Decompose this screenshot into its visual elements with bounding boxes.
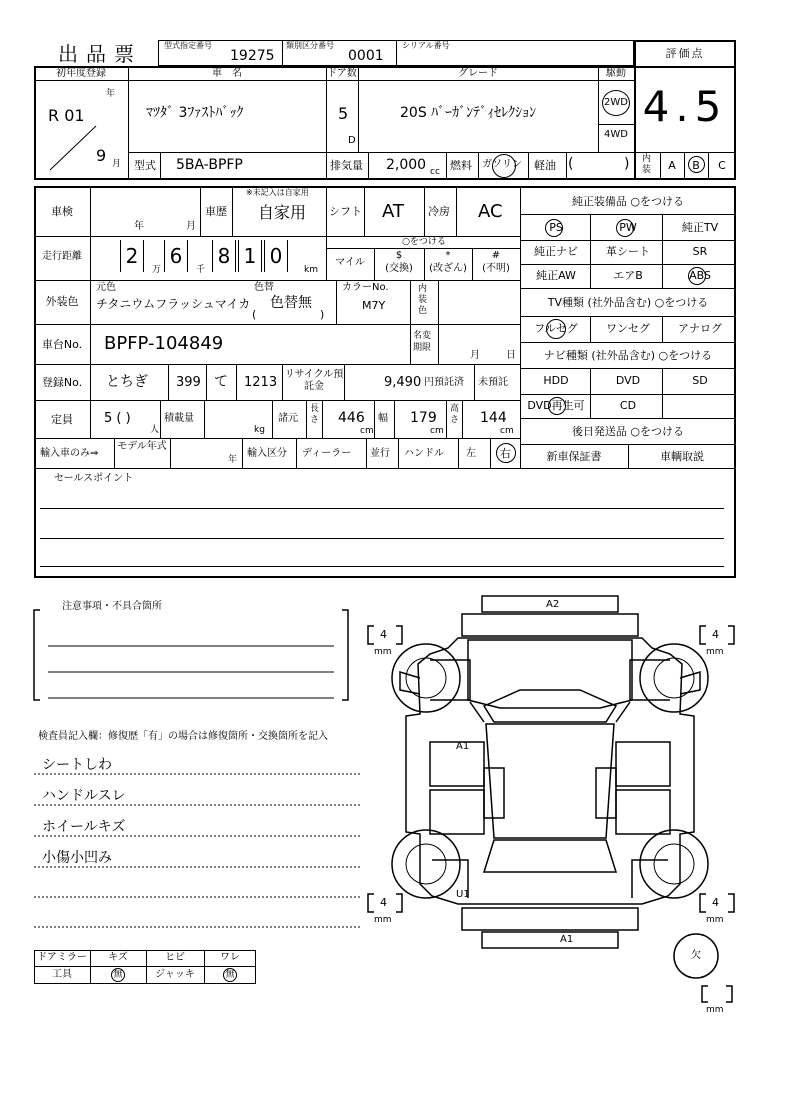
capacity-unit: 人 <box>150 425 160 435</box>
capacity-label: 定員 <box>51 413 73 426</box>
mileage-sen-unit: 千 <box>196 265 206 275</box>
repaint-label: 色替 <box>254 282 274 293</box>
first-reg-label: 初年度登録 <box>56 68 106 79</box>
nameplate-label: 名変期限 <box>413 331 432 353</box>
damage-mark-front: A2 <box>546 599 560 610</box>
fuel-label: 燃料 <box>450 159 472 172</box>
interior-color-label: 内装色 <box>418 284 428 316</box>
nameplate-month-unit: 月 <box>470 350 480 361</box>
length-value: 446 <box>338 410 365 426</box>
color-no-value: M7Y <box>362 299 386 312</box>
exchange-sym: $ <box>395 250 403 261</box>
mileage-digit: 8 <box>217 244 231 268</box>
score-label: 評価点 <box>665 47 705 60</box>
reg-class: 399 <box>176 375 201 390</box>
model-year-label: モデル年式 <box>117 441 167 452</box>
note-entry-2: ハンドルスレ <box>42 788 126 804</box>
parts-header-break: ワレ <box>220 952 240 963</box>
parts-header-crack: ヒビ <box>165 952 185 963</box>
model-year-unit: 年 <box>228 455 238 465</box>
import-label: 輸入車のみ⇒ <box>40 448 99 459</box>
note-entry-4: 小傷小凹み <box>42 850 112 866</box>
damage-mark-left: A1 <box>456 741 470 752</box>
drive-label: 駆動 <box>606 68 626 79</box>
type-designation-label: 型式指定番号 <box>164 41 212 50</box>
type-designation-value: 19275 <box>230 48 275 64</box>
color-no-label: カラーNo. <box>342 282 389 293</box>
interior-c: C <box>718 159 726 172</box>
inspection-month-unit: 月 <box>186 221 196 232</box>
handle-right: 右 <box>500 447 511 460</box>
spare-missing-label: 欠 <box>691 950 701 961</box>
inspection-label: 車検 <box>51 205 73 218</box>
tread-fl: 4 <box>380 628 387 641</box>
history-note: ※未記入は自家用 <box>246 188 309 197</box>
equipment-item: 革シート <box>606 245 650 258</box>
equipment-title: 純正装備品 ○をつける <box>571 195 685 208</box>
form-title: 出品票 <box>58 42 142 66</box>
note-entry-3: ホイールキズ <box>42 819 126 835</box>
category-value: 0001 <box>348 48 384 64</box>
sales-point-label: セールスポイント <box>54 473 134 484</box>
first-reg-month-unit: 月 <box>112 159 122 169</box>
chassis-label: 車台No. <box>41 338 83 351</box>
equipment-item: エアB <box>613 269 643 282</box>
equipment-item: ABS <box>689 269 711 282</box>
tread-fl-unit: mm <box>374 647 392 657</box>
model-value: 5BA-BPFP <box>176 157 243 173</box>
history-label: 車歴 <box>205 205 227 218</box>
import-cat-label: 輸入区分 <box>247 448 287 459</box>
grade-label: グレード <box>458 68 498 79</box>
serial-label: シリアル番号 <box>402 41 450 50</box>
doors-value: 5 <box>338 104 349 123</box>
score-value: 4.5 <box>642 82 728 131</box>
later-item-warranty: 新車保証書 <box>546 450 602 463</box>
tread-fr-unit: mm <box>706 647 724 657</box>
unknown-sym: # <box>491 250 501 261</box>
shift-value: AT <box>382 201 404 222</box>
car-name-value: ﾏﾂﾀﾞ 3ﾌｧｽﾄﾊﾞｯｸ <box>146 105 244 121</box>
equipment-item: HDD <box>543 374 569 387</box>
equipment-item: PW <box>619 221 637 234</box>
length-unit: cm <box>360 426 374 436</box>
length-label: 長さ <box>310 404 320 425</box>
mileage-digit: 2 <box>125 244 139 268</box>
reg-no-label: 登録No. <box>41 376 83 389</box>
equipment-item: 純正TV <box>681 221 719 234</box>
equipment-item: 純正AW <box>536 269 576 282</box>
equipment-item: CD <box>619 399 637 412</box>
recycle-unit: 円預託済 <box>424 377 464 388</box>
jack-label: ジャッキ <box>155 969 195 980</box>
drive-4wd: 4WD <box>604 129 628 140</box>
dealer-label: ディーラー <box>302 448 352 459</box>
orig-color-value: チタニウムフラッシュマイカ <box>96 297 251 311</box>
jack-value: 無 <box>225 970 235 980</box>
diesel-label: 軽油 <box>534 159 556 172</box>
load-label: 積載量 <box>164 413 194 424</box>
equipment-item: DVD再生可 <box>527 399 585 412</box>
tool-label: 工具 <box>52 969 72 980</box>
parts-header-scratch: キズ <box>108 952 128 963</box>
width-unit: cm <box>430 426 444 436</box>
mileage-digit: 6 <box>169 244 183 268</box>
displacement-value: 2,000 <box>386 157 427 173</box>
chassis-value: BPFP-104849 <box>104 333 224 354</box>
recycle-value: 9,490 <box>384 375 422 390</box>
reg-pref: とちぎ <box>106 374 148 390</box>
parts-header-mirror: ドアミラー <box>37 952 87 963</box>
category-label: 類別区分番号 <box>286 41 334 50</box>
model-label: 型式 <box>134 159 156 172</box>
tread-fr: 4 <box>712 628 719 641</box>
drive-2wd: 2WD <box>604 97 628 108</box>
mileage-km-unit: km <box>304 265 318 275</box>
fuel-value: ガソリン <box>482 159 522 170</box>
width-value: 179 <box>410 410 437 426</box>
first-reg-year-unit: 年 <box>106 89 116 99</box>
car-name-label: 車 名 <box>212 68 242 79</box>
recycle-unpaid: 未預託 <box>478 377 508 388</box>
later-title: 後日発送品 ○をつける <box>571 425 685 438</box>
caution-label: 注意事項・不具合箇所 <box>62 601 162 612</box>
tool-value: 無 <box>113 970 123 980</box>
shift-label: シフト <box>329 205 362 218</box>
equipment-item: PS <box>549 221 563 234</box>
tamper-sym: * <box>445 250 451 261</box>
equipment-item: DVD <box>615 374 641 387</box>
exchange-text: (交換) <box>385 263 413 274</box>
equipment-item: SD <box>692 374 708 387</box>
doors-label: ドア数 <box>327 68 357 79</box>
ac-value: AC <box>478 201 503 222</box>
tread-rr: 4 <box>712 896 719 909</box>
equipment-item: 純正ナビ <box>534 245 578 258</box>
recycle-label: リサイクル預託金 <box>284 369 344 392</box>
note-entry-1: シートしわ <box>42 757 112 773</box>
mileage-digit: 1 <box>243 244 257 268</box>
spare-unit: mm <box>706 1005 724 1015</box>
interior-b: B <box>692 159 700 172</box>
repaint-value: 色替無 <box>270 295 312 311</box>
tv-title: TV種類 (社外品含む) ○をつける <box>547 296 709 309</box>
navi-title: ナビ種類 (社外品含む) ○をつける <box>543 349 713 362</box>
first-reg-month: 9 <box>96 146 107 165</box>
unknown-text: (不明) <box>482 263 510 274</box>
handle-label: ハンドル <box>404 448 444 459</box>
tamper-text: (改ざん) <box>429 263 467 274</box>
grade-value: 20S ﾊﾞｰｶﾞﾝﾃﾞｨｾﾚｸｼｮﾝ <box>400 105 537 121</box>
first-reg-era: R 01 <box>48 106 85 125</box>
tread-rr-unit: mm <box>706 915 724 925</box>
equipment-item: アナログ <box>678 322 722 335</box>
mileage-circle-note: ○をつける <box>402 237 446 247</box>
mileage-digit: 0 <box>269 244 283 268</box>
parallel-label: 並行 <box>370 448 390 459</box>
load-kg-unit: kg <box>254 425 265 435</box>
equipment-item: SR <box>692 245 708 258</box>
interior-a: A <box>668 159 676 172</box>
equipment-item: フルセグ <box>534 322 578 335</box>
mile-label: マイル <box>335 257 365 268</box>
equipment-item: ワンセグ <box>606 322 650 335</box>
height-unit: cm <box>500 426 514 436</box>
inspection-year-unit: 年 <box>134 221 144 232</box>
displacement-label: 排気量 <box>330 159 363 172</box>
history-value: 自家用 <box>258 203 307 222</box>
damage-mark-rear: A1 <box>560 934 574 945</box>
capacity-value: 5 ( ) <box>104 411 131 426</box>
inspector-label: 検査員記入欄：修復歴「有」の場合は修復箇所・交換箇所を記入 <box>38 731 328 742</box>
displacement-unit: cc <box>430 167 440 177</box>
nameplate-day-unit: 日 <box>506 350 516 361</box>
reg-num: 1213 <box>244 375 278 390</box>
height-value: 144 <box>480 410 507 426</box>
exterior-label: 外装色 <box>45 295 79 308</box>
handle-left: 左 <box>466 448 476 459</box>
orig-color-label: 元色 <box>96 282 116 293</box>
damage-mark-rear-left: U1 <box>456 889 470 900</box>
mileage-man-unit: 万 <box>152 265 162 275</box>
reg-kana: て <box>214 374 228 390</box>
interior-label: 内装 <box>642 154 652 175</box>
width-label: 幅 <box>378 413 388 424</box>
ac-label: 冷房 <box>428 205 450 218</box>
dims-label: 諸元 <box>278 413 298 424</box>
height-label: 高さ <box>450 404 460 425</box>
tread-rl-unit: mm <box>374 915 392 925</box>
later-item-manual: 車輌取説 <box>660 450 704 463</box>
mileage-label: 走行距離 <box>42 251 82 262</box>
doors-suffix: D <box>348 135 356 146</box>
tread-rl: 4 <box>380 896 387 909</box>
